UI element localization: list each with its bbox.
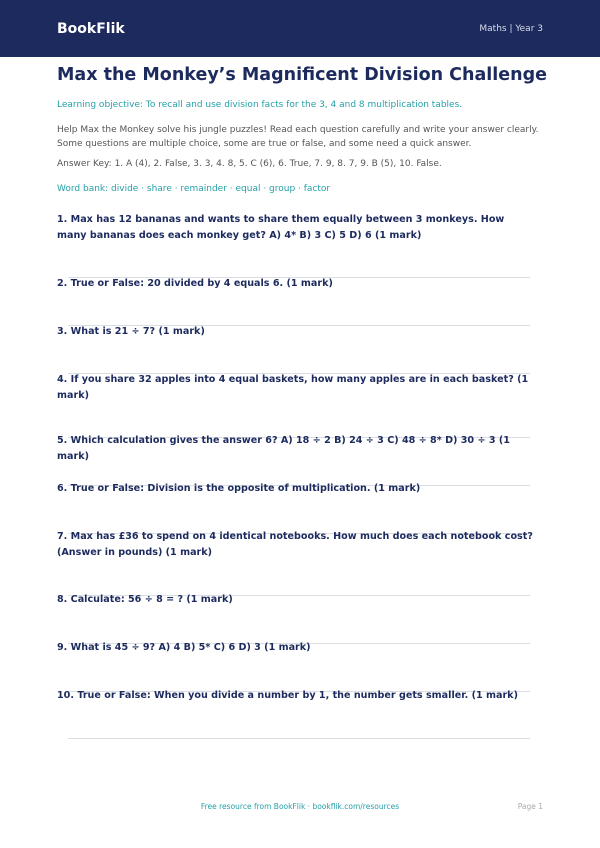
subject-label: Maths | Year 3 [479,23,543,34]
question-7: 7. Max has £36 to spend on 4 identical notebooks. How much does each notebook cost? (Answer in pounds) (1 mark) [57,531,533,558]
question-3: 3. What is 21 ÷ 7? (1 mark) [57,326,205,337]
page-header [0,0,600,57]
intro-text: Help Max the Monkey solve his jungle puzzles! Read each question carefully and write your answer clearly. Some questions are multiple choice, some are true or false, and some need a quick answer. [57,125,539,149]
question-9: 9. What is 45 ÷ 9? A) 4 B) 5* C) 6 D) 3 (1 mark) [57,642,311,653]
question-1: 1. Max has 12 bananas and wants to share them equally between 3 monkeys. How many bananas does each monkey get? A) 4* B) 3 C) 5 D) 6 (1 mark) [57,214,505,241]
page-title: Max the Monkey’s Magnificent Division Challenge [57,65,547,85]
answer-line-10[interactable] [68,738,530,739]
question-4: 4. If you share 32 apples into 4 equal baskets, how many apples are in each basket? (1 mark) [57,374,529,401]
question-8: 8. Calculate: 56 ÷ 8 = ? (1 mark) [57,594,233,605]
page-number: Page 1 [517,802,543,811]
brand-logo: BookFlik [57,20,125,37]
question-2: 2. True or False: 20 divided by 4 equals 6. (1 mark) [57,278,333,289]
question-10: 10. True or False: When you divide a number by 1, the number gets smaller. (1 mark) [57,690,518,701]
word-bank: Word bank: divide · share · remainder · equal · group · factor [57,184,331,194]
question-5: 5. Which calculation gives the answer 6? A) 18 ÷ 2 B) 24 ÷ 3 C) 48 ÷ 8* D) 30 ÷ 3 (1 mark) [57,435,510,462]
answer-key: Answer Key: 1. A (4), 2. False, 3. 3, 4. 8, 5. C (6), 6. True, 7. 9, 8. 7, 9. B (5), 10. False. [57,159,442,169]
learning-objective: Learning objective: To recall and use division facts for the 3, 4 and 8 multiplication tables. [57,100,463,110]
footer-resource-link[interactable]: Free resource from BookFlik · bookflik.com/resources [200,802,400,811]
question-6: 6. True or False: Division is the opposite of multiplication. (1 mark) [57,483,421,494]
